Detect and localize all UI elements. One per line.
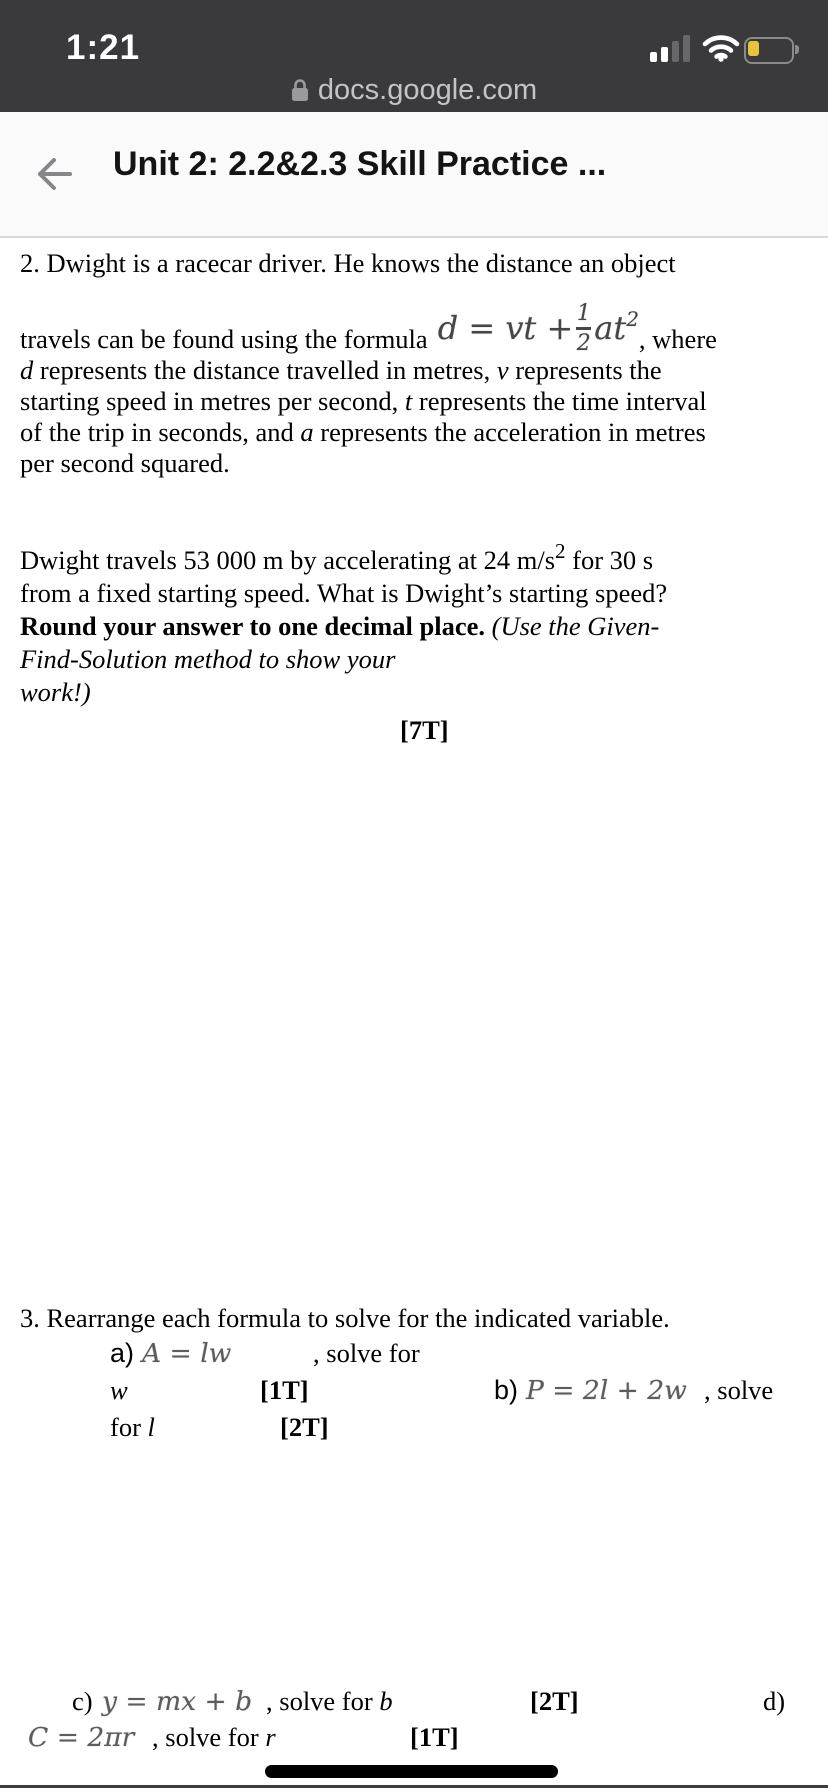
formula-circumference: C = 2πr bbox=[28, 1722, 135, 1753]
variable: w bbox=[110, 1375, 128, 1405]
fraction-bar bbox=[576, 327, 591, 330]
text-line bbox=[0, 1722, 828, 1758]
text-line bbox=[20, 1412, 815, 1449]
cellular-signal-icon bbox=[650, 34, 694, 62]
back-arrow-icon bbox=[32, 154, 76, 194]
item-label-a: a) bbox=[110, 1338, 135, 1368]
formula-text-line bbox=[20, 279, 815, 355]
text-run: for 30 s bbox=[565, 545, 654, 575]
text-line: from a fixed starting speed. What is Dwight’s starting speed? bbox=[20, 578, 668, 608]
variable: t bbox=[404, 386, 413, 416]
marks-badge: [7T] bbox=[400, 715, 449, 745]
text-line bbox=[20, 610, 815, 643]
item-label-d: d) bbox=[763, 1686, 786, 1716]
text-line bbox=[20, 355, 815, 386]
text-run: of the trip in seconds, and bbox=[20, 417, 301, 447]
variable: l bbox=[147, 1412, 155, 1442]
text-line bbox=[20, 386, 815, 417]
formula-run: at bbox=[594, 309, 627, 348]
battery-low-power-icon bbox=[744, 37, 794, 64]
exponent: 2 bbox=[555, 539, 566, 563]
text-run: represents the distance travelled in metres, bbox=[33, 355, 497, 385]
marks-badge: [1T] bbox=[410, 1722, 459, 1752]
item-label-c: c) bbox=[72, 1686, 93, 1716]
formula-distance-equation bbox=[438, 302, 639, 355]
text-run: travels can be found using the formula bbox=[20, 324, 428, 354]
text-run: , solve for bbox=[313, 1338, 420, 1368]
text-run: for l bbox=[110, 1412, 155, 1442]
italic-note: work!) bbox=[20, 677, 91, 707]
problem-3-heading: 3. Rearrange each formula to solve for the indicated variable. bbox=[20, 1303, 670, 1333]
text-run: , solve for r bbox=[152, 1722, 276, 1752]
address-bar[interactable] bbox=[0, 74, 828, 107]
problem-2-question bbox=[20, 535, 815, 747]
padlock-icon bbox=[291, 78, 309, 102]
formula-area: A = lw bbox=[142, 1338, 232, 1369]
text-run: starting speed in metres per second, bbox=[20, 386, 405, 416]
screen-bottom-divider bbox=[0, 1785, 828, 1788]
italic-note: (Use the Given- bbox=[485, 611, 660, 641]
text-run: , solve bbox=[704, 1375, 774, 1405]
problem-2-paragraph bbox=[20, 248, 815, 479]
formula-line-equation: y = mx + b bbox=[102, 1686, 253, 1717]
text-line: 2. Dwight is a racecar driver. He knows the distance an object bbox=[20, 248, 676, 278]
text-line bbox=[20, 676, 815, 709]
back-button[interactable] bbox=[32, 154, 76, 194]
text-run: represents the bbox=[508, 355, 662, 385]
formula-exponent: 2 bbox=[626, 307, 639, 332]
text-run: Dwight travels 53 000 m by accelerating at 24 m/s bbox=[20, 545, 556, 575]
document-header bbox=[0, 112, 828, 238]
clock-time: 1:21 bbox=[66, 28, 141, 67]
problem-3-section bbox=[20, 1303, 815, 1449]
item-label-b: b) bbox=[494, 1375, 519, 1405]
text-line bbox=[0, 1686, 828, 1722]
variable: b bbox=[379, 1686, 393, 1716]
status-bar bbox=[0, 0, 828, 112]
formula-run: d = vt + bbox=[437, 309, 574, 348]
marks-badge: [2T] bbox=[530, 1686, 579, 1716]
fraction-numerator: 1 bbox=[576, 301, 591, 327]
marks-badge: [2T] bbox=[280, 1412, 329, 1442]
variable: a bbox=[300, 417, 314, 447]
formula-perimeter: P = 2l + 2w bbox=[526, 1375, 687, 1406]
text-run: represents the acceleration in metres bbox=[313, 417, 706, 447]
fraction-one-half bbox=[576, 302, 591, 355]
text-run: represents the time interval bbox=[412, 386, 707, 416]
bold-instruction: Round your answer to one decimal place. bbox=[20, 611, 485, 641]
home-indicator[interactable] bbox=[265, 1765, 558, 1778]
wifi-icon bbox=[702, 33, 740, 67]
text-line bbox=[20, 417, 815, 448]
document-title: Unit 2: 2.2&2.3 Skill Practice ... bbox=[113, 145, 607, 183]
url-host: docs.google.com bbox=[317, 74, 538, 106]
variable: v bbox=[496, 355, 509, 385]
text-run: , solve for b bbox=[266, 1686, 393, 1716]
italic-note: Find-Solution method to show your bbox=[20, 644, 396, 674]
text-line bbox=[20, 643, 815, 676]
text-line bbox=[20, 1338, 815, 1375]
text-line: per second squared. bbox=[20, 448, 230, 478]
text-run: , where bbox=[638, 324, 717, 354]
text-line bbox=[20, 1375, 815, 1412]
variable: d bbox=[20, 355, 34, 385]
marks-badge: [1T] bbox=[260, 1375, 309, 1405]
variable: r bbox=[265, 1722, 276, 1752]
problem-3-cd-block bbox=[0, 1686, 828, 1758]
fraction-denominator: 2 bbox=[576, 330, 591, 356]
text-line bbox=[20, 535, 815, 577]
